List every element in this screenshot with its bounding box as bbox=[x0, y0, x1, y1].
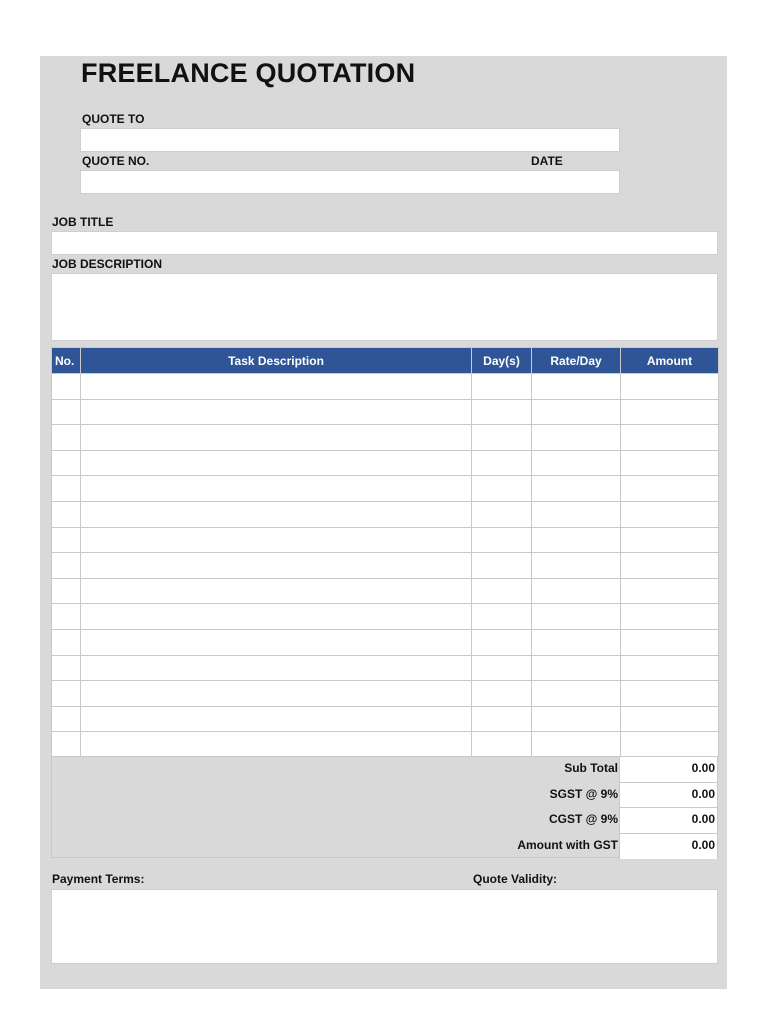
cgst-label: CGST @ 9% bbox=[548, 812, 618, 826]
cell-amount[interactable] bbox=[621, 706, 719, 732]
cell-rate-per-day[interactable] bbox=[532, 578, 621, 604]
cell-amount[interactable] bbox=[621, 476, 719, 502]
cell-amount[interactable] bbox=[621, 732, 719, 758]
subtotal-value[interactable]: 0.00 bbox=[619, 757, 717, 783]
cell-rate-per-day[interactable] bbox=[532, 706, 621, 732]
column-header-days: Day(s) bbox=[472, 348, 532, 374]
cell-days[interactable] bbox=[472, 681, 532, 707]
cell-no[interactable] bbox=[52, 706, 81, 732]
cell-task-description[interactable] bbox=[81, 450, 472, 476]
job-title-field[interactable] bbox=[51, 231, 718, 255]
cell-amount[interactable] bbox=[621, 450, 719, 476]
cell-rate-per-day[interactable] bbox=[532, 629, 621, 655]
cell-rate-per-day[interactable] bbox=[532, 476, 621, 502]
amount-with-gst-value[interactable]: 0.00 bbox=[619, 834, 717, 860]
job-title-label: JOB TITLE bbox=[52, 215, 114, 229]
quote-to-label: QUOTE TO bbox=[82, 112, 145, 126]
cell-task-description[interactable] bbox=[81, 527, 472, 553]
cell-rate-per-day[interactable] bbox=[532, 681, 621, 707]
cell-rate-per-day[interactable] bbox=[532, 732, 621, 758]
date-label: DATE bbox=[531, 154, 563, 168]
amount-with-gst-row bbox=[52, 834, 717, 860]
cell-task-description[interactable] bbox=[81, 732, 472, 758]
cell-days[interactable] bbox=[472, 706, 532, 732]
table-row bbox=[52, 450, 719, 476]
column-header-no: No. bbox=[52, 348, 81, 374]
cell-task-description[interactable] bbox=[81, 476, 472, 502]
column-header-amount: Amount bbox=[621, 348, 719, 374]
table-row bbox=[52, 374, 719, 400]
cell-days[interactable] bbox=[472, 399, 532, 425]
cell-no[interactable] bbox=[52, 399, 81, 425]
cell-days[interactable] bbox=[472, 425, 532, 451]
cell-rate-per-day[interactable] bbox=[532, 527, 621, 553]
sgst-row bbox=[52, 783, 717, 809]
cell-amount[interactable] bbox=[621, 374, 719, 400]
table-row bbox=[52, 629, 719, 655]
cell-amount[interactable] bbox=[621, 553, 719, 579]
quote-to-field[interactable] bbox=[80, 128, 620, 152]
cell-task-description[interactable] bbox=[81, 501, 472, 527]
cell-rate-per-day[interactable] bbox=[532, 425, 621, 451]
cell-rate-per-day[interactable] bbox=[532, 501, 621, 527]
cell-no[interactable] bbox=[52, 425, 81, 451]
cell-amount[interactable] bbox=[621, 578, 719, 604]
cell-amount[interactable] bbox=[621, 604, 719, 630]
sgst-label: SGST @ 9% bbox=[549, 786, 618, 801]
table-row bbox=[52, 553, 719, 579]
cell-task-description[interactable] bbox=[81, 629, 472, 655]
cell-rate-per-day[interactable] bbox=[532, 553, 621, 579]
cell-task-description[interactable] bbox=[81, 553, 472, 579]
cell-no[interactable] bbox=[52, 501, 81, 527]
items-table bbox=[51, 347, 719, 758]
quote-no-field[interactable] bbox=[80, 170, 530, 194]
table-row bbox=[52, 655, 719, 681]
cell-amount[interactable] bbox=[621, 399, 719, 425]
table-row bbox=[52, 399, 719, 425]
cell-task-description[interactable] bbox=[81, 374, 472, 400]
cell-days[interactable] bbox=[472, 578, 532, 604]
cell-amount[interactable] bbox=[621, 425, 719, 451]
table-row bbox=[52, 681, 719, 707]
totals-section bbox=[51, 756, 718, 858]
cell-no[interactable] bbox=[52, 578, 81, 604]
table-row bbox=[52, 425, 719, 451]
quote-validity-label: Quote Validity: bbox=[473, 872, 558, 886]
cgst-value[interactable]: 0.00 bbox=[619, 808, 717, 834]
cell-rate-per-day[interactable] bbox=[532, 374, 621, 400]
cell-days[interactable] bbox=[472, 450, 532, 476]
cell-rate-per-day[interactable] bbox=[532, 399, 621, 425]
cell-task-description[interactable] bbox=[81, 425, 472, 451]
cell-days[interactable] bbox=[472, 732, 532, 758]
cell-days[interactable] bbox=[472, 655, 532, 681]
cell-no[interactable] bbox=[52, 450, 81, 476]
sgst-value[interactable]: 0.00 bbox=[619, 783, 717, 809]
cell-rate-per-day[interactable] bbox=[532, 604, 621, 630]
cell-amount[interactable] bbox=[621, 629, 719, 655]
cell-no[interactable] bbox=[52, 527, 81, 553]
cell-task-description[interactable] bbox=[81, 399, 472, 425]
quote-no-label: QUOTE NO. bbox=[82, 154, 150, 168]
cell-rate-per-day[interactable] bbox=[532, 655, 621, 681]
table-row bbox=[52, 706, 719, 732]
table-row bbox=[52, 732, 719, 758]
cell-days[interactable] bbox=[472, 604, 532, 630]
cell-no[interactable] bbox=[52, 629, 81, 655]
cell-days[interactable] bbox=[472, 527, 532, 553]
date-field[interactable] bbox=[530, 170, 620, 194]
cell-days[interactable] bbox=[472, 501, 532, 527]
cell-task-description[interactable] bbox=[81, 578, 472, 604]
cell-no[interactable] bbox=[52, 553, 81, 579]
table-row bbox=[52, 604, 719, 630]
cell-days[interactable] bbox=[472, 374, 532, 400]
subtotal-row bbox=[52, 757, 717, 783]
column-header-task-description: Task Description bbox=[81, 348, 472, 374]
job-description-label: JOB DESCRIPTION bbox=[52, 257, 163, 271]
cell-amount[interactable] bbox=[621, 527, 719, 553]
payment-terms-label: Payment Terms: bbox=[52, 872, 145, 886]
cell-task-description[interactable] bbox=[81, 706, 472, 732]
table-row bbox=[52, 527, 719, 553]
table-row bbox=[52, 501, 719, 527]
cell-task-description[interactable] bbox=[81, 655, 472, 681]
cell-amount[interactable] bbox=[621, 501, 719, 527]
cell-no[interactable] bbox=[52, 655, 81, 681]
subtotal-label: Sub Total bbox=[564, 761, 618, 775]
job-description-field[interactable] bbox=[51, 273, 718, 341]
cell-no[interactable] bbox=[52, 732, 81, 758]
cell-days[interactable] bbox=[472, 476, 532, 502]
table-header-row bbox=[52, 348, 719, 374]
cell-no[interactable] bbox=[52, 604, 81, 630]
cell-days[interactable] bbox=[472, 553, 532, 579]
cgst-row bbox=[52, 808, 717, 834]
cell-days[interactable] bbox=[472, 629, 532, 655]
cell-task-description[interactable] bbox=[81, 604, 472, 630]
terms-notes-field[interactable] bbox=[51, 889, 718, 964]
cell-no[interactable] bbox=[52, 681, 81, 707]
cell-task-description[interactable] bbox=[81, 681, 472, 707]
page-title: FREELANCE QUOTATION bbox=[81, 58, 416, 88]
column-header-rate-per-day: Rate/Day bbox=[532, 348, 621, 374]
cell-rate-per-day[interactable] bbox=[532, 450, 621, 476]
amount-with-gst-label: Amount with GST bbox=[517, 837, 618, 852]
cell-amount[interactable] bbox=[621, 681, 719, 707]
cell-amount[interactable] bbox=[621, 655, 719, 681]
cell-no[interactable] bbox=[52, 374, 81, 400]
table-row bbox=[52, 476, 719, 502]
table-row bbox=[52, 578, 719, 604]
cell-no[interactable] bbox=[52, 476, 81, 502]
